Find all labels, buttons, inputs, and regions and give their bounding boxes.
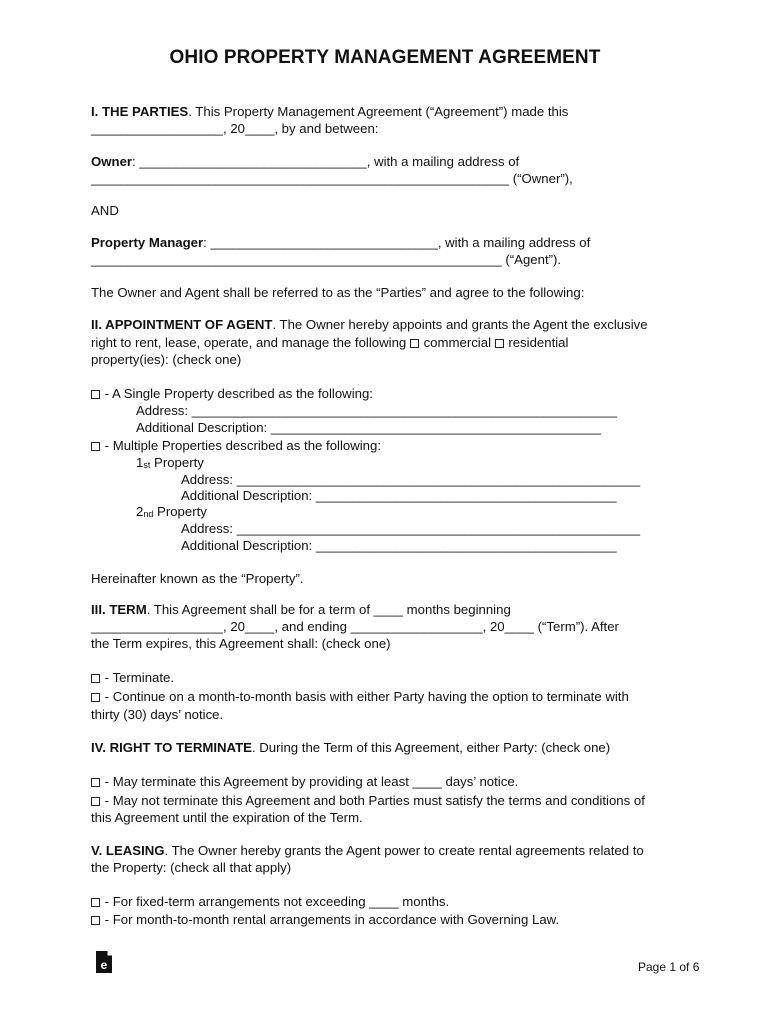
fixed-term-checkbox[interactable]: [91, 898, 100, 907]
hereinafter-text: Hereinafter known as the “Property”.: [91, 571, 304, 586]
single-description: Additional Description: _____________________________________________: [136, 420, 601, 435]
terminate-checkbox[interactable]: [91, 674, 100, 683]
second-property-label: 2nd Property: [136, 504, 207, 519]
term-line-2: __________________, 20____, and ending __________________, 20____ (“Term”). After: [91, 619, 619, 634]
owner-label: Owner: [91, 154, 133, 169]
single-property-option: - A Single Property described as the following:: [91, 385, 373, 402]
term-option-terminate: - Terminate.: [91, 669, 174, 686]
single-property-checkbox[interactable]: [91, 390, 100, 399]
leasing-option-monthly: - For month-to-month rental arrangements in accordance with Governing Law.: [91, 911, 559, 928]
leasing-option-fixed: - For fixed-term arrangements not exceeding ____ months.: [91, 893, 449, 910]
first-property-address: Address: _______________________________________________________: [181, 472, 641, 487]
parties-line-1: I. THE PARTIES. This Property Management Agreement (“Agreement”) made this: [91, 104, 569, 119]
multiple-properties-checkbox[interactable]: [91, 442, 100, 451]
page-number: Page 1 of 6: [638, 960, 700, 974]
leasing-line-1: V. LEASING. The Owner hereby grants the Agent power to create rental agreements related to: [91, 843, 644, 858]
second-property-address: Address: _______________________________________________________: [181, 521, 641, 536]
may-not-terminate-checkbox[interactable]: [91, 797, 100, 806]
eforms-logo-icon: [95, 950, 113, 974]
term-option-continue: - Continue on a month-to-month basis with either Party having the option to terminate with: [91, 688, 629, 705]
second-property-description: Additional Description: _________________________________________: [181, 538, 617, 553]
appointment-heading: II. APPOINTMENT OF AGENT: [91, 317, 273, 332]
appointment-line-2: right to rent, lease, operate, and manage the following commercial residential: [91, 335, 569, 350]
first-property-label: 1st Property: [136, 455, 204, 470]
may-terminate-checkbox[interactable]: [91, 778, 100, 787]
svg-text:e: e: [100, 958, 108, 972]
and-text: AND: [91, 203, 119, 218]
continue-checkbox[interactable]: [91, 693, 100, 702]
document-title: OHIO PROPERTY MANAGEMENT AGREEMENT: [169, 47, 601, 68]
month-to-month-checkbox[interactable]: [91, 916, 100, 925]
single-address: Address: __________________________________________________________: [136, 403, 618, 418]
multiple-properties-option: - Multiple Properties described as the following:: [91, 437, 381, 454]
first-property-description: Additional Description: _________________________________________: [181, 488, 617, 503]
terminate-option-may-not-line-2: this Agreement until the expiration of the Term.: [91, 810, 363, 825]
term-option-continue-line-2: thirty (30) days’ notice.: [91, 707, 224, 722]
commercial-checkbox[interactable]: [410, 339, 419, 348]
terminate-option-may-not: - May not terminate this Agreement and both Parties must satisfy the terms and conditions of: [91, 792, 645, 809]
parties-referred: The Owner and Agent shall be referred to as the “Parties” and agree to the following:: [91, 285, 585, 300]
owner-line-2: _________________________________________________________ (“Owner”),: [91, 171, 573, 186]
leasing-line-2: the Property: (check all that apply): [91, 860, 292, 875]
appointment-line-3: property(ies): (check one): [91, 352, 242, 367]
manager-line-1: Property Manager: _______________________________, with a mailing address of: [91, 235, 591, 250]
manager-line-2: ________________________________________________________ (“Agent”).: [91, 252, 562, 267]
term-line-3: the Term expires, this Agreement shall: (check one): [91, 636, 391, 651]
owner-line-1: Owner: _______________________________, with a mailing address of: [91, 154, 520, 169]
terminate-option-may: - May terminate this Agreement by providing at least ____ days’ notice.: [91, 773, 518, 790]
leasing-heading: V. LEASING: [91, 843, 165, 858]
parties-heading: I. THE PARTIES: [91, 104, 189, 119]
parties-line-2: __________________, 20____, by and between:: [91, 121, 379, 136]
terminate-heading: IV. RIGHT TO TERMINATE: [91, 740, 252, 755]
manager-label: Property Manager: [91, 235, 204, 250]
term-heading: III. TERM: [91, 602, 147, 617]
residential-checkbox[interactable]: [495, 339, 504, 348]
term-line-1: III. TERM. This Agreement shall be for a term of ____ months beginning: [91, 602, 511, 617]
appointment-line-1: II. APPOINTMENT OF AGENT. The Owner hereby appoints and grants the Agent the exclusive: [91, 317, 648, 332]
terminate-line-1: IV. RIGHT TO TERMINATE. During the Term of this Agreement, either Party: (check one): [91, 740, 611, 755]
